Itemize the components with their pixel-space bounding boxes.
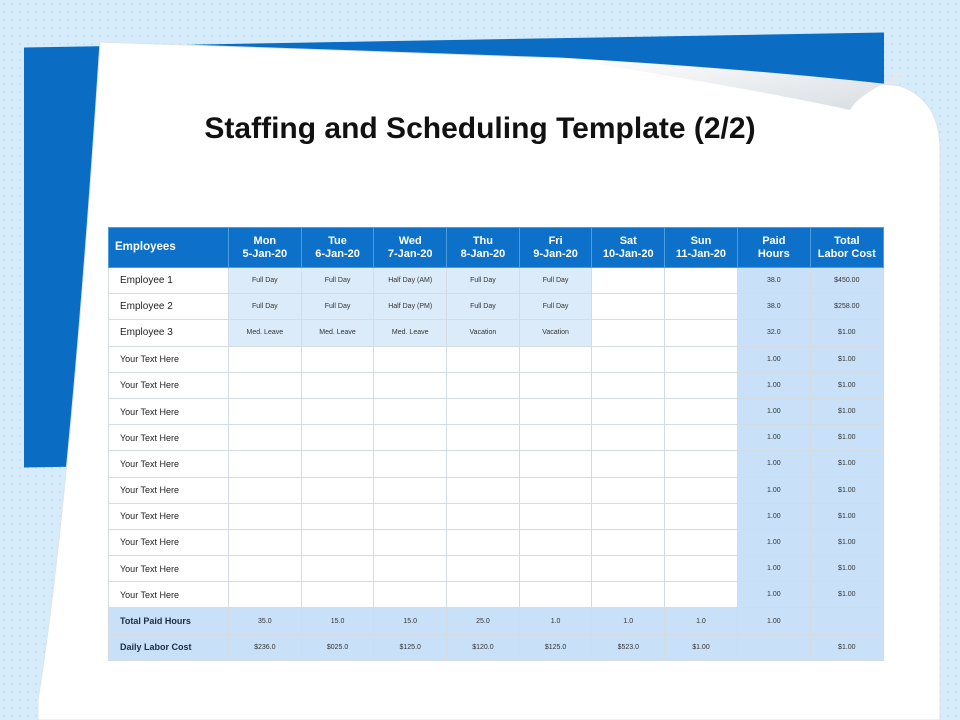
employee-name-cell[interactable]: Employee 3 xyxy=(109,320,229,346)
schedule-cell[interactable] xyxy=(447,372,520,398)
schedule-cell[interactable]: Full Day xyxy=(229,294,302,320)
paid-hours-cell: 1.00 xyxy=(737,529,810,555)
schedule-table xyxy=(108,227,884,661)
schedule-cell[interactable] xyxy=(592,398,665,424)
schedule-cell[interactable] xyxy=(519,372,592,398)
schedule-cell[interactable] xyxy=(301,451,374,477)
summary-row xyxy=(109,634,884,660)
header-line-1: Fri xyxy=(548,234,563,247)
schedule-cell[interactable] xyxy=(301,529,374,555)
column-header xyxy=(374,228,447,268)
schedule-cell[interactable] xyxy=(519,346,592,372)
schedule-cell[interactable] xyxy=(592,477,665,503)
schedule-cell[interactable] xyxy=(665,320,738,346)
schedule-cell[interactable] xyxy=(592,372,665,398)
schedule-cell[interactable]: Half Day (PM) xyxy=(374,294,447,320)
schedule-cell[interactable] xyxy=(301,503,374,529)
schedule-cell[interactable] xyxy=(301,346,374,372)
schedule-cell[interactable]: Med. Leave xyxy=(301,320,374,346)
schedule-cell[interactable] xyxy=(374,398,447,424)
schedule-cell[interactable] xyxy=(665,556,738,582)
schedule-cell[interactable] xyxy=(229,372,302,398)
schedule-cell[interactable] xyxy=(229,451,302,477)
header-line-2: 11-Jan-20 xyxy=(675,247,727,260)
labor-cost-cell: $1.00 xyxy=(810,582,883,608)
header-line-1: Thu xyxy=(472,234,493,247)
column-header xyxy=(810,228,883,268)
schedule-cell[interactable] xyxy=(374,346,447,372)
summary-row xyxy=(109,608,884,634)
table-row xyxy=(109,503,884,529)
schedule-cell[interactable] xyxy=(374,372,447,398)
schedule-cell[interactable] xyxy=(447,556,520,582)
schedule-cell[interactable] xyxy=(592,556,665,582)
schedule-cell[interactable]: Full Day xyxy=(301,268,374,294)
summary-cell: 1.0 xyxy=(665,608,738,634)
schedule-cell[interactable] xyxy=(665,346,738,372)
employee-name-cell[interactable]: Your Text Here xyxy=(109,503,229,529)
header-line-1: Sat xyxy=(619,234,637,247)
column-header xyxy=(301,228,374,268)
labor-cost-cell: $1.00 xyxy=(810,320,883,346)
header-line-2: 7-Jan-20 xyxy=(387,247,433,260)
labor-cost-cell: $1.00 xyxy=(810,398,883,424)
table-row xyxy=(109,556,884,582)
header-line-1: Tue xyxy=(328,234,347,247)
table-body xyxy=(109,268,884,661)
schedule-cell[interactable] xyxy=(229,398,302,424)
schedule-cell[interactable] xyxy=(374,582,447,608)
schedule-cell[interactable] xyxy=(447,451,520,477)
header-line-1: Sun xyxy=(690,234,712,247)
schedule-cell[interactable] xyxy=(374,425,447,451)
schedule-cell[interactable]: Med. Leave xyxy=(374,320,447,346)
schedule-cell[interactable] xyxy=(374,556,447,582)
schedule-cell[interactable] xyxy=(665,425,738,451)
table-row xyxy=(109,346,884,372)
schedule-cell[interactable] xyxy=(447,503,520,529)
summary-cell: 1.00 xyxy=(737,608,810,634)
schedule-cell[interactable] xyxy=(592,503,665,529)
schedule-cell[interactable] xyxy=(229,529,302,555)
header-line-2: 9-Jan-20 xyxy=(533,247,578,260)
summary-cell: 35.0 xyxy=(229,608,302,634)
schedule-cell[interactable] xyxy=(447,582,520,608)
summary-cell: $125.0 xyxy=(374,634,447,660)
summary-cell: $236.0 xyxy=(229,634,302,660)
header-line-2: Hours xyxy=(757,247,790,260)
table-row xyxy=(109,477,884,503)
schedule-cell[interactable] xyxy=(519,451,592,477)
column-header xyxy=(229,228,302,268)
labor-cost-cell: $1.00 xyxy=(810,451,883,477)
labor-cost-cell: $1.00 xyxy=(810,372,883,398)
schedule-cell[interactable] xyxy=(519,477,592,503)
employee-name-cell[interactable]: Your Text Here xyxy=(109,582,229,608)
table-row xyxy=(109,268,884,294)
header-line-1: Mon xyxy=(253,234,277,247)
employee-name-cell[interactable]: Your Text Here xyxy=(109,425,229,451)
table-row xyxy=(109,372,884,398)
header-row xyxy=(109,228,884,268)
employee-name-cell[interactable]: Employee 1 xyxy=(109,268,229,294)
schedule-cell[interactable]: Full Day xyxy=(519,294,592,320)
schedule-cell[interactable] xyxy=(592,425,665,451)
schedule-cell[interactable] xyxy=(229,503,302,529)
table-row xyxy=(109,398,884,424)
schedule-cell[interactable] xyxy=(447,398,520,424)
schedule-cell[interactable] xyxy=(519,582,592,608)
summary-cell: 15.0 xyxy=(374,608,447,634)
schedule-table-container xyxy=(108,227,884,661)
labor-cost-cell: $450.00 xyxy=(810,268,883,294)
labor-cost-cell: $258.00 xyxy=(810,294,883,320)
schedule-cell[interactable]: Full Day xyxy=(447,268,520,294)
employee-name-cell[interactable]: Your Text Here xyxy=(109,477,229,503)
table-header xyxy=(109,228,884,268)
schedule-cell[interactable] xyxy=(374,477,447,503)
schedule-cell[interactable] xyxy=(519,556,592,582)
employee-name-cell[interactable]: Your Text Here xyxy=(109,372,229,398)
paid-hours-cell: 38.0 xyxy=(737,294,810,320)
table-row xyxy=(109,582,884,608)
schedule-cell[interactable]: Full Day xyxy=(229,268,302,294)
schedule-cell[interactable] xyxy=(447,346,520,372)
employee-name-cell[interactable]: Your Text Here xyxy=(109,346,229,372)
column-header xyxy=(109,228,229,268)
schedule-cell[interactable] xyxy=(665,398,738,424)
paid-hours-cell: 1.00 xyxy=(737,425,810,451)
summary-cell: 15.0 xyxy=(301,608,374,634)
schedule-cell[interactable] xyxy=(665,529,738,555)
schedule-cell[interactable] xyxy=(592,268,665,294)
schedule-cell[interactable]: Full Day xyxy=(447,294,520,320)
schedule-cell[interactable]: Med. Leave xyxy=(229,320,302,346)
labor-cost-cell: $1.00 xyxy=(810,477,883,503)
header-line-2: 6-Jan-20 xyxy=(315,247,360,260)
header-line-2: 5-Jan-20 xyxy=(242,247,288,260)
schedule-cell[interactable] xyxy=(229,346,302,372)
paid-hours-cell: 32.0 xyxy=(737,320,810,346)
schedule-cell[interactable] xyxy=(374,503,447,529)
summary-cell: 1.0 xyxy=(519,608,592,634)
summary-cell xyxy=(737,634,810,660)
summary-label: Daily Labor Cost xyxy=(109,634,229,660)
employee-name-cell[interactable]: Your Text Here xyxy=(109,556,229,582)
schedule-cell[interactable] xyxy=(665,294,738,320)
labor-cost-cell: $1.00 xyxy=(810,346,883,372)
paid-hours-cell: 1.00 xyxy=(737,503,810,529)
schedule-cell[interactable] xyxy=(301,398,374,424)
schedule-cell[interactable] xyxy=(301,372,374,398)
labor-cost-cell: $1.00 xyxy=(810,556,883,582)
summary-cell: $125.0 xyxy=(519,634,592,660)
table-row xyxy=(109,451,884,477)
column-header xyxy=(737,228,810,268)
labor-cost-cell: $1.00 xyxy=(810,503,883,529)
schedule-cell[interactable] xyxy=(592,529,665,555)
summary-cell: $025.0 xyxy=(301,634,374,660)
labor-cost-cell: $1.00 xyxy=(810,425,883,451)
paid-hours-cell: 1.00 xyxy=(737,556,810,582)
paid-hours-cell: 38.0 xyxy=(737,268,810,294)
schedule-cell[interactable] xyxy=(301,556,374,582)
schedule-cell[interactable] xyxy=(592,294,665,320)
schedule-cell[interactable] xyxy=(665,451,738,477)
schedule-cell[interactable] xyxy=(665,582,738,608)
summary-cell xyxy=(810,608,883,634)
header-line-1: Paid xyxy=(762,234,786,247)
column-header xyxy=(447,228,520,268)
summary-cell: $1.00 xyxy=(810,634,883,660)
schedule-cell[interactable] xyxy=(519,425,592,451)
schedule-cell[interactable] xyxy=(592,451,665,477)
schedule-cell[interactable] xyxy=(301,477,374,503)
schedule-cell[interactable] xyxy=(374,451,447,477)
employee-name-cell[interactable]: Your Text Here xyxy=(109,398,229,424)
header-line-1: Wed xyxy=(398,234,422,247)
schedule-cell[interactable] xyxy=(447,477,520,503)
summary-cell: $120.0 xyxy=(447,634,520,660)
summary-cell: $1.00 xyxy=(665,634,738,660)
header-line-1: Employees xyxy=(115,241,176,253)
schedule-cell[interactable] xyxy=(665,372,738,398)
summary-cell: 25.0 xyxy=(447,608,520,634)
schedule-cell[interactable] xyxy=(229,582,302,608)
paid-hours-cell: 1.00 xyxy=(737,451,810,477)
employee-name-cell[interactable]: Employee 2 xyxy=(109,294,229,320)
schedule-cell[interactable] xyxy=(301,425,374,451)
schedule-cell[interactable]: Full Day xyxy=(301,294,374,320)
schedule-cell[interactable] xyxy=(519,529,592,555)
table-row xyxy=(109,320,884,346)
schedule-cell[interactable] xyxy=(665,268,738,294)
schedule-cell[interactable] xyxy=(374,529,447,555)
schedule-cell[interactable] xyxy=(592,582,665,608)
column-header xyxy=(519,228,592,268)
header-line-2: 10-Jan-20 xyxy=(602,247,654,260)
schedule-cell[interactable]: Vacation xyxy=(519,320,592,346)
employee-name-cell[interactable]: Your Text Here xyxy=(109,451,229,477)
schedule-cell[interactable]: Vacation xyxy=(447,320,520,346)
labor-cost-cell: $1.00 xyxy=(810,529,883,555)
paid-hours-cell: 1.00 xyxy=(737,398,810,424)
table-row xyxy=(109,425,884,451)
header-line-1: Total xyxy=(834,234,860,247)
header-line-2: 8-Jan-20 xyxy=(460,247,506,260)
schedule-cell[interactable] xyxy=(301,582,374,608)
table-row xyxy=(109,294,884,320)
schedule-cell[interactable] xyxy=(592,320,665,346)
schedule-cell[interactable] xyxy=(229,556,302,582)
schedule-cell[interactable]: Full Day xyxy=(519,268,592,294)
paid-hours-cell: 1.00 xyxy=(737,582,810,608)
schedule-cell[interactable] xyxy=(229,477,302,503)
table-row xyxy=(109,529,884,555)
schedule-cell[interactable] xyxy=(665,477,738,503)
schedule-cell[interactable] xyxy=(447,425,520,451)
summary-cell: 1.0 xyxy=(592,608,665,634)
summary-label: Total Paid Hours xyxy=(109,608,229,634)
employee-name-cell[interactable]: Your Text Here xyxy=(109,529,229,555)
schedule-cell[interactable] xyxy=(229,425,302,451)
header-line-2: Labor Cost xyxy=(817,247,876,260)
summary-cell: $523.0 xyxy=(592,634,665,660)
paid-hours-cell: 1.00 xyxy=(737,346,810,372)
schedule-cell[interactable]: Half Day (AM) xyxy=(374,268,447,294)
schedule-cell[interactable] xyxy=(519,398,592,424)
schedule-cell[interactable] xyxy=(665,503,738,529)
column-header xyxy=(665,228,738,268)
paid-hours-cell: 1.00 xyxy=(737,477,810,503)
schedule-cell[interactable] xyxy=(592,346,665,372)
page-title: Staffing and Scheduling Template (2/2) xyxy=(204,112,756,145)
schedule-cell[interactable] xyxy=(519,503,592,529)
paid-hours-cell: 1.00 xyxy=(737,372,810,398)
column-header xyxy=(592,228,665,268)
schedule-cell[interactable] xyxy=(447,529,520,555)
